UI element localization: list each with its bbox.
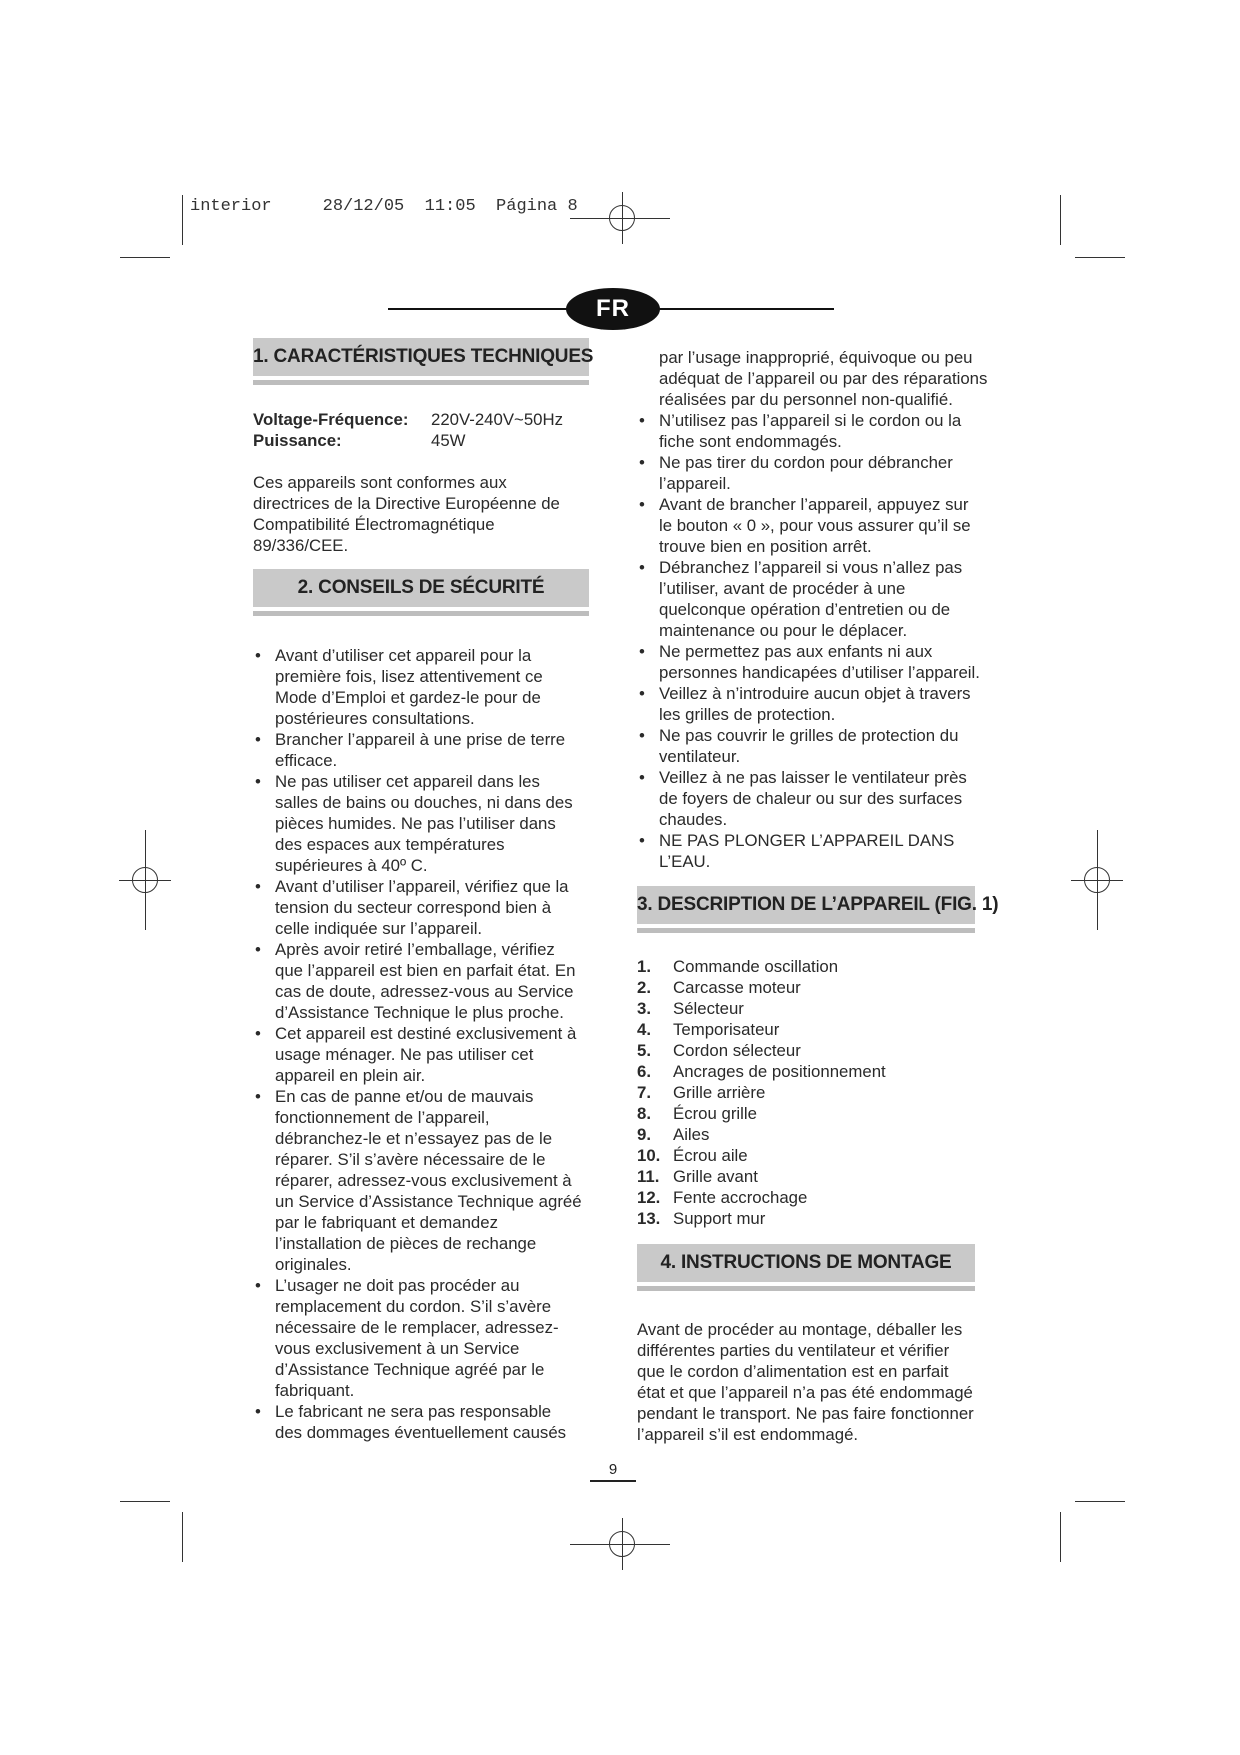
text-line: • Débranchez l’appareil si vous n’allez pas bbox=[659, 558, 963, 577]
text-line: • Brancher l’appareil à une prise de terre bbox=[275, 730, 566, 749]
text-line: Ces appareils sont conformes aux bbox=[253, 473, 507, 492]
item-number: 1. bbox=[637, 957, 651, 976]
text-line: fiche sont endommagés. bbox=[659, 432, 842, 451]
item-number: 4. bbox=[637, 1020, 651, 1039]
text-line: • Ne pas couvrir le grilles de protection du bbox=[659, 726, 959, 745]
list-item bbox=[637, 767, 993, 830]
item-label: Ailes bbox=[673, 1125, 710, 1144]
text-line: débranchez-le et n’essayez pas de le bbox=[275, 1129, 553, 1148]
text-line: d’Assistance Technique le plus proche. bbox=[275, 1003, 564, 1022]
text-line: que le cordon d’alimentation est en parfait bbox=[637, 1362, 949, 1381]
list-item bbox=[637, 977, 993, 998]
text-line: 89/336/CEE. bbox=[253, 536, 349, 555]
text-line: l’appareil. bbox=[659, 474, 731, 493]
text-line: • NE PAS PLONGER L’APPAREIL DANS bbox=[659, 831, 955, 850]
list-item bbox=[637, 1145, 993, 1166]
list-item bbox=[637, 683, 993, 725]
list-item bbox=[637, 557, 993, 641]
text-line: adéquat de l’appareil ou par des réparations bbox=[659, 369, 988, 388]
item-label: Écrou grille bbox=[673, 1104, 757, 1123]
list-item bbox=[637, 1103, 993, 1124]
list-item bbox=[637, 1187, 993, 1208]
list-item bbox=[637, 1040, 993, 1061]
item-label: Fente accrochage bbox=[673, 1188, 808, 1207]
text-line: un Service d’Assistance Technique agréé bbox=[275, 1192, 582, 1211]
item-label: Cordon sélecteur bbox=[673, 1041, 801, 1060]
list-item bbox=[637, 830, 993, 872]
text-line: nécessaire de le remplacer, adressez- bbox=[275, 1318, 559, 1337]
text-line: • Avant d’utiliser l’appareil, vérifiez que la bbox=[275, 877, 569, 896]
item-number: 8. bbox=[637, 1104, 651, 1123]
text-line: L’EAU. bbox=[659, 852, 711, 871]
list-item bbox=[253, 729, 589, 771]
item-label: Grille avant bbox=[673, 1167, 758, 1186]
list-item bbox=[637, 1019, 993, 1040]
safety-list bbox=[253, 645, 589, 1443]
spec-row bbox=[253, 430, 589, 451]
list-item bbox=[637, 1124, 993, 1145]
text-line: trouve bien en position arrêt. bbox=[659, 537, 872, 556]
text-line: l’appareil s’il est endommagé. bbox=[637, 1425, 859, 1444]
text-line: le bouton « 0 », pour vous assurer qu’il se bbox=[659, 516, 971, 535]
text-line: tension du secteur correspond bien à bbox=[275, 898, 552, 917]
list-item bbox=[637, 998, 993, 1019]
text-line: quelconque opération d’entretien ou de bbox=[659, 600, 951, 619]
text-line: • Après avoir retiré l’emballage, vérifiez bbox=[275, 940, 555, 959]
text-line: pendant le transport. Ne pas faire fonctionner bbox=[637, 1404, 974, 1423]
text-line: Avant de procéder au montage, déballer les bbox=[637, 1320, 963, 1339]
text-line: maintenance ou pour le déplacer. bbox=[659, 621, 908, 640]
text-line: appareil en plein air. bbox=[275, 1066, 426, 1085]
safety-list-continued bbox=[637, 410, 993, 872]
text-line: • Avant d’utiliser cet appareil pour la bbox=[275, 646, 532, 665]
item-label: Support mur bbox=[673, 1209, 766, 1228]
list-item bbox=[253, 876, 589, 939]
text-line: chaudes. bbox=[659, 810, 728, 829]
item-label: Sélecteur bbox=[673, 999, 744, 1018]
list-item bbox=[637, 641, 993, 683]
list-item bbox=[637, 1208, 993, 1229]
text-line: réparer, adressez-vous exclusivement à bbox=[275, 1171, 572, 1190]
printer-slug: interior 28/12/05 11:05 Página 8 bbox=[190, 197, 578, 216]
text-line: • L’usager ne doit pas procéder au bbox=[275, 1276, 520, 1295]
list-item bbox=[253, 645, 589, 729]
list-item bbox=[253, 1275, 589, 1401]
text-line: • Avant de brancher l’appareil, appuyez sur bbox=[659, 495, 969, 514]
page-number: 9 bbox=[590, 1460, 636, 1482]
text-line: • Ne permettez pas aux enfants ni aux bbox=[659, 642, 933, 661]
item-label: Grille arrière bbox=[673, 1083, 766, 1102]
section-heading-caracteristiques: 1. CARACTÉRISTIQUES TECHNIQUES bbox=[253, 338, 589, 380]
list-item bbox=[253, 1023, 589, 1086]
item-label: Commande oscillation bbox=[673, 957, 839, 976]
list-item bbox=[637, 494, 993, 557]
spec-row bbox=[253, 409, 589, 430]
text-line: • Ne pas utiliser cet appareil dans les bbox=[275, 772, 540, 791]
text-line: vous exclusivement à un Service bbox=[275, 1339, 520, 1358]
item-label: Temporisateur bbox=[673, 1020, 780, 1039]
text-line: usage ménager. Ne pas utiliser cet bbox=[275, 1045, 534, 1064]
left-column bbox=[253, 338, 594, 1443]
text-line: • Cet appareil est destiné exclusivement à bbox=[275, 1024, 577, 1043]
text-line: • Le fabricant ne sera pas responsable bbox=[275, 1402, 552, 1421]
conformity-text bbox=[253, 472, 589, 556]
text-line: fabriquant. bbox=[275, 1381, 355, 1400]
item-label: Écrou aile bbox=[673, 1146, 748, 1165]
crop-mark bbox=[570, 218, 670, 219]
text-line: fonctionnement de l’appareil, bbox=[275, 1108, 490, 1127]
text-line: • Veillez à ne pas laisser le ventilateur près bbox=[659, 768, 967, 787]
text-line: salles de bains ou douches, ni dans des bbox=[275, 793, 573, 812]
text-line: originales. bbox=[275, 1255, 352, 1274]
text-line: de foyers de chaleur ou sur des surfaces bbox=[659, 789, 963, 808]
item-number: 11. bbox=[637, 1167, 660, 1186]
text-line: • En cas de panne et/ou de mauvais bbox=[275, 1087, 534, 1106]
crop-mark bbox=[1075, 257, 1125, 258]
list-item bbox=[637, 725, 993, 767]
crop-mark bbox=[1097, 830, 1098, 930]
item-number: 3. bbox=[637, 999, 651, 1018]
crop-mark bbox=[1060, 1512, 1061, 1562]
spec-value: 45W bbox=[431, 431, 466, 450]
text-line: des espaces aux températures bbox=[275, 835, 505, 854]
text-line: pièces humides. Ne pas l’utiliser dans bbox=[275, 814, 556, 833]
text-line: ventilateur. bbox=[659, 747, 741, 766]
item-number: 10. bbox=[637, 1146, 661, 1165]
text-line: l’utiliser, avant de procéder à une bbox=[659, 579, 906, 598]
list-item bbox=[253, 1401, 589, 1443]
assembly-text bbox=[637, 1319, 993, 1445]
text-line: directrices de la Directive Européenne de bbox=[253, 494, 560, 513]
crop-mark bbox=[1060, 195, 1061, 245]
spec-list bbox=[253, 409, 589, 451]
text-line: l’installation de pièces de rechange bbox=[275, 1234, 537, 1253]
text-line: • Veillez à n’introduire aucun objet à travers bbox=[659, 684, 971, 703]
list-item bbox=[637, 956, 993, 977]
section-heading-securite: 2. CONSEILS DE SÉCURITÉ bbox=[253, 569, 589, 611]
item-number: 7. bbox=[637, 1083, 651, 1102]
spec-label: Voltage-Fréquence: bbox=[253, 410, 409, 429]
text-line: par le fabriquant et demandez bbox=[275, 1213, 498, 1232]
language-badge: FR bbox=[566, 288, 660, 330]
item-label: Carcasse moteur bbox=[673, 978, 801, 997]
list-item bbox=[637, 1082, 993, 1103]
text-line: • Ne pas tirer du cordon pour débrancher bbox=[659, 453, 953, 472]
text-line: Compatibilité Électromagnétique bbox=[253, 515, 495, 534]
text-line: première fois, lisez attentivement ce bbox=[275, 667, 543, 686]
crop-mark bbox=[182, 195, 183, 245]
text-line: Mode d’Emploi et gardez-le pour de bbox=[275, 688, 541, 707]
text-line: cas de doute, adressez-vous au Service bbox=[275, 982, 574, 1001]
list-item bbox=[637, 452, 993, 494]
text-line: remplacement du cordon. S’il s’avère bbox=[275, 1297, 552, 1316]
list-item bbox=[253, 939, 589, 1023]
text-line: supérieures à 40º C. bbox=[275, 856, 428, 875]
item-number: 12. bbox=[637, 1188, 661, 1207]
crop-mark bbox=[570, 1544, 670, 1545]
crop-mark bbox=[182, 1512, 183, 1562]
item-number: 5. bbox=[637, 1041, 651, 1060]
list-item bbox=[637, 1166, 993, 1187]
crop-mark bbox=[1075, 1501, 1125, 1502]
text-line: postérieures consultations. bbox=[275, 709, 475, 728]
list-item bbox=[253, 771, 589, 876]
text-line: des dommages éventuellement causés bbox=[275, 1423, 567, 1442]
text-line: réparer. S’il s’avère nécessaire de le bbox=[275, 1150, 546, 1169]
crop-mark bbox=[120, 1501, 170, 1502]
continuation-text bbox=[637, 347, 993, 410]
item-label: Ancrages de positionnement bbox=[673, 1062, 886, 1081]
text-line: différentes parties du ventilateur et vérifier bbox=[637, 1341, 950, 1360]
text-line: les grilles de protection. bbox=[659, 705, 836, 724]
text-line: celle indiquée sur l’appareil. bbox=[275, 919, 483, 938]
text-line: • N’utilisez pas l’appareil si le cordon ou la bbox=[659, 411, 962, 430]
item-number: 13. bbox=[637, 1209, 661, 1228]
item-number: 9. bbox=[637, 1125, 651, 1144]
list-item bbox=[253, 1086, 589, 1275]
parts-list bbox=[637, 956, 993, 1229]
list-item bbox=[637, 1061, 993, 1082]
text-line: réalisées par du personnel non-qualifié. bbox=[659, 390, 953, 409]
text-line: personnes handicapées d’utiliser l’appareil. bbox=[659, 663, 980, 682]
crop-mark bbox=[145, 830, 146, 930]
crop-mark bbox=[120, 257, 170, 258]
item-number: 2. bbox=[637, 978, 651, 997]
text-line: d’Assistance Technique agréé par le bbox=[275, 1360, 545, 1379]
text-line: par l’usage inapproprié, équivoque ou peu bbox=[659, 348, 973, 367]
spec-value: 220V-240V~50Hz bbox=[431, 410, 564, 429]
list-item bbox=[637, 410, 993, 452]
item-number: 6. bbox=[637, 1062, 651, 1081]
right-column bbox=[637, 347, 999, 1445]
text-line: efficace. bbox=[275, 751, 338, 770]
text-line: état et que l’appareil n’a pas été endommagé bbox=[637, 1383, 973, 1402]
section-heading-description: 3. DESCRIPTION DE L’APPAREIL (FIG. 1) bbox=[637, 886, 975, 928]
section-heading-montage: 4. INSTRUCTIONS DE MONTAGE bbox=[637, 1244, 975, 1286]
spec-label: Puissance: bbox=[253, 431, 342, 450]
text-line: que l’appareil est bien en parfait état. En bbox=[275, 961, 576, 980]
